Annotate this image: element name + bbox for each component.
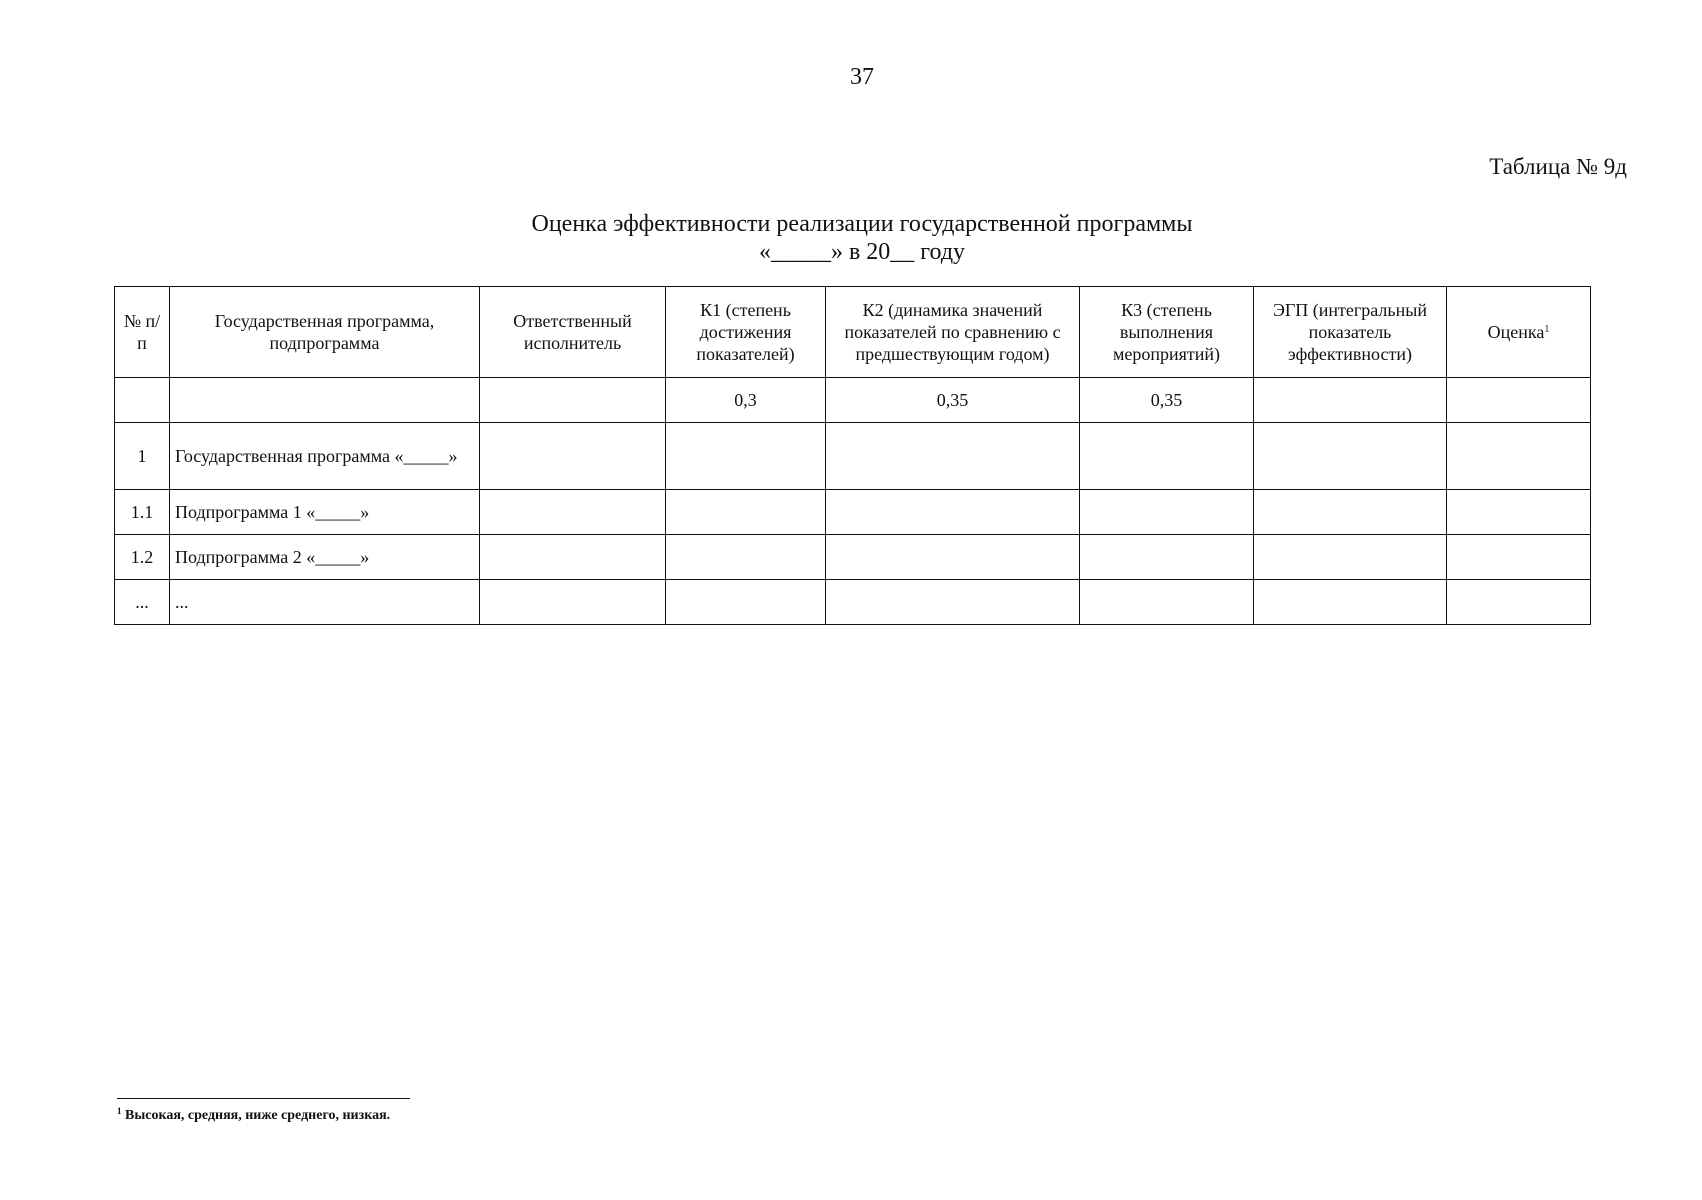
footnote-mark: 1 [117,1106,122,1116]
table-cell [1447,423,1591,490]
table-cell [1254,490,1447,535]
table-cell: Подпрограмма 2 «_____» [170,535,480,580]
table-cell [1080,490,1254,535]
table-cell [1080,423,1254,490]
table-cell [1447,378,1591,423]
header-cell: № п/п [115,287,170,378]
table-row [115,580,1591,625]
table-cell [115,378,170,423]
header-cell: К1 (степень достижения показателей) [666,287,826,378]
header-cell-label: Оценка [1487,322,1545,342]
table-cell: 1.1 [115,490,170,535]
title-line-1: Оценка эффективности реализации государственной программы [531,211,1193,237]
table-cell [826,490,1080,535]
header-cell: К2 (динамика значений показателей по сравнению с предшествующим годом) [826,287,1080,378]
table-cell [480,423,666,490]
table-cell: Государственная программа «_____» [170,423,480,490]
table-cell [1254,535,1447,580]
footnote [117,1108,390,1124]
table-cell: 0,35 [1080,378,1254,423]
header-cell-rating [1447,287,1591,378]
table-cell [480,490,666,535]
header-row [115,287,1591,378]
table-cell [666,535,826,580]
table-cell: ... [170,580,480,625]
footnote-divider [117,1098,410,1099]
table-row [115,423,1591,490]
table-cell [1447,490,1591,535]
table-cell [170,378,480,423]
table-cell [666,423,826,490]
table-cell [1254,423,1447,490]
title-line-2: «_____» в 20__ году [758,239,966,265]
document-title [0,210,1702,266]
weights-row [115,378,1591,423]
table-cell: 1.2 [115,535,170,580]
header-cell: Ответственный исполнитель [480,287,666,378]
table-cell: 1 [115,423,170,490]
table-cell [826,535,1080,580]
evaluation-table [114,286,1591,625]
header-cell: ЭГП (интегральный показатель эффективности) [1254,287,1447,378]
header-cell: Государственная программа, подпрограмма [170,287,480,378]
table-cell [1447,580,1591,625]
table-cell [480,535,666,580]
footnote-reference: 1 [1544,324,1550,335]
table-cell [480,378,666,423]
table-cell: 0,3 [666,378,826,423]
table-cell: Подпрограмма 1 «_____» [170,490,480,535]
table-cell [826,423,1080,490]
footnote-text: Высокая, средняя, ниже среднего, низкая. [125,1108,391,1123]
table-label: Таблица № 9д [1489,154,1627,179]
table-cell [1080,535,1254,580]
table-cell [1254,580,1447,625]
table-row [115,535,1591,580]
table-cell [1447,535,1591,580]
table-cell [826,580,1080,625]
table-cell: ... [115,580,170,625]
table-row [115,490,1591,535]
table-cell: 0,35 [826,378,1080,423]
table-cell [666,490,826,535]
page-number: 37 [850,64,874,90]
table-cell [666,580,826,625]
table-cell [1254,378,1447,423]
table-cell [480,580,666,625]
header-cell: К3 (степень выполнения мероприятий) [1080,287,1254,378]
table-cell [1080,580,1254,625]
